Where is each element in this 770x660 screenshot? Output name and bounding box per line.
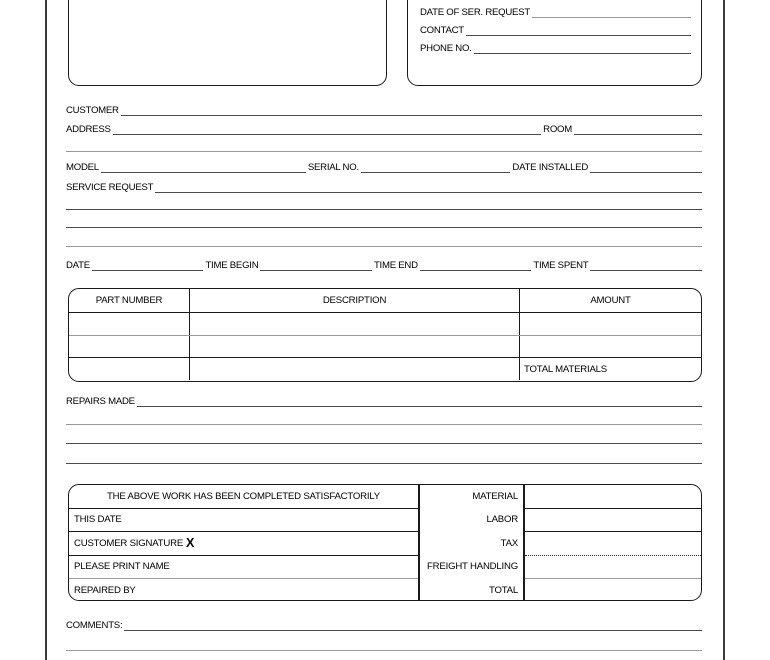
field-rule-address[interactable] — [113, 124, 542, 135]
field-rule-date-of-ser-request[interactable] — [532, 7, 691, 18]
parts-table-header-row — [69, 289, 701, 313]
parts-cell-description[interactable] — [190, 336, 520, 357]
form-body — [66, 0, 702, 660]
parts-cell-part-number[interactable] — [69, 358, 190, 380]
totals-value-tax[interactable] — [525, 531, 702, 555]
field-rule-serial-no[interactable] — [361, 162, 511, 173]
field-label-time-spent: TIME SPENT — [533, 260, 589, 271]
completion-left-hline-1 — [69, 508, 418, 509]
totals-label-labor: LABOR — [486, 514, 518, 525]
completion-left-column — [69, 485, 418, 600]
parts-cell-total-materials: TOTAL MATERIALS — [524, 363, 608, 375]
field-customer[interactable] — [66, 105, 702, 116]
parts-header-description: DESCRIPTION — [190, 289, 520, 312]
top-boxes-row — [66, 0, 702, 86]
customer-po-box — [407, 0, 702, 86]
parts-table — [68, 288, 702, 382]
parts-cell-part-number[interactable] — [69, 313, 190, 335]
totals-label-column — [420, 485, 524, 600]
field-rule-date[interactable] — [92, 260, 204, 271]
completion-label-repaired-by: REPAIRED BY — [74, 584, 136, 596]
rule-repairs-made-2[interactable] — [66, 424, 702, 425]
parts-cell-part-number[interactable] — [69, 336, 190, 357]
field-label-time-begin: TIME BEGIN — [205, 260, 259, 271]
completion-row-this-date[interactable] — [69, 508, 418, 531]
rule-address-continuation[interactable] — [66, 151, 702, 152]
parts-cell-amount[interactable] — [520, 313, 701, 335]
field-label-customer: CUSTOMER — [66, 105, 119, 116]
table-row[interactable] — [69, 358, 701, 380]
field-rule-room[interactable] — [574, 124, 702, 135]
field-label-model: MODEL — [66, 162, 99, 173]
field-rule-customer[interactable] — [121, 105, 702, 116]
field-label-date-of-ser-request: DATE OF SER. REQUEST — [420, 7, 530, 18]
totals-value-material[interactable] — [525, 485, 702, 508]
rule-repairs-made-4[interactable] — [66, 463, 702, 464]
field-label-service-request: SERVICE REQUEST — [66, 182, 154, 193]
completion-label-customer-signature: CUSTOMER SIGNATURE — [74, 537, 184, 549]
field-label-serial-no: SERIAL NO. — [307, 162, 359, 173]
table-row[interactable] — [69, 336, 701, 358]
field-label-repairs-made: REPAIRS MADE — [66, 396, 135, 407]
totals-value-freight-handling[interactable] — [525, 555, 702, 578]
field-rule-repairs-made[interactable] — [137, 396, 702, 407]
field-date-time-row[interactable] — [66, 260, 702, 271]
field-repairs-made[interactable] — [66, 396, 702, 407]
field-rule-phone-no[interactable] — [474, 43, 691, 54]
page-left-border — [45, 0, 47, 660]
field-label-comments: COMMENTS: — [66, 620, 123, 631]
totals-value-labor[interactable] — [525, 508, 702, 531]
rule-service-request-4[interactable] — [66, 246, 702, 247]
parts-header-amount: AMOUNT — [590, 295, 631, 306]
logo-block-box[interactable] — [68, 0, 387, 86]
completion-left-hline-3 — [69, 555, 418, 556]
completion-heading: THE ABOVE WORK HAS BEEN COMPLETED SATISFACTORILY — [107, 491, 380, 502]
completion-row-please-print-name[interactable] — [69, 555, 418, 578]
field-label-contact: CONTACT — [420, 25, 464, 36]
field-label-date-installed: DATE INSTALLED — [512, 162, 588, 173]
totals-label-freight-handling: FREIGHT HANDLING — [427, 561, 518, 572]
parts-header-part-number: PART NUMBER — [69, 289, 190, 312]
field-label-date: DATE — [66, 260, 90, 271]
completion-totals-table — [68, 484, 702, 601]
field-comments[interactable] — [66, 620, 702, 631]
totals-hline-2 — [525, 531, 702, 532]
field-rule-model[interactable] — [101, 162, 306, 173]
field-contact[interactable] — [420, 25, 691, 36]
totals-label-tax: TAX — [500, 537, 518, 549]
signature-x-mark: X — [186, 535, 195, 550]
rule-service-request-2[interactable] — [66, 209, 702, 210]
field-label-room: ROOM — [543, 124, 572, 135]
table-row[interactable] — [69, 313, 701, 336]
totals-hline-1 — [525, 508, 702, 509]
rule-repairs-made-3[interactable] — [66, 443, 702, 444]
field-rule-time-end[interactable] — [420, 260, 532, 271]
rule-comments-2[interactable] — [66, 650, 702, 651]
field-date-of-ser-request[interactable] — [420, 7, 691, 18]
completion-row-repaired-by[interactable] — [69, 578, 418, 601]
field-model-serial-installed[interactable] — [66, 162, 702, 173]
completion-row-customer-signature[interactable] — [69, 531, 418, 555]
field-address[interactable] — [66, 124, 702, 135]
field-rule-time-begin[interactable] — [260, 260, 372, 271]
completion-left-hline-4 — [69, 578, 418, 579]
completion-label-this-date: THIS DATE — [74, 514, 122, 525]
field-label-phone-no: PHONE NO. — [420, 43, 472, 54]
totals-hline-3 — [525, 555, 702, 556]
field-label-time-end: TIME END — [373, 260, 418, 271]
field-rule-comments[interactable] — [124, 620, 702, 631]
field-rule-time-spent[interactable] — [590, 260, 702, 271]
parts-cell-description[interactable] — [190, 313, 520, 335]
completion-label-please-print-name: PLEASE PRINT NAME — [74, 561, 170, 572]
field-phone-no[interactable] — [420, 43, 691, 54]
totals-hline-4 — [525, 578, 702, 579]
totals-value-total[interactable] — [525, 578, 702, 601]
completion-left-hline-2 — [69, 531, 418, 532]
rule-service-request-3[interactable] — [66, 227, 702, 228]
parts-cell-description[interactable] — [190, 358, 520, 380]
totals-label-total: TOTAL — [488, 584, 518, 596]
page-right-border — [723, 0, 725, 660]
totals-label-material: MATERIAL — [472, 491, 518, 502]
totals-value-column — [525, 485, 702, 600]
field-service-request[interactable] — [66, 182, 702, 193]
field-rule-contact[interactable] — [466, 25, 691, 36]
parts-cell-amount[interactable] — [520, 336, 701, 357]
field-label-address: ADDRESS — [66, 124, 111, 135]
field-rule-date-installed[interactable] — [590, 162, 702, 173]
field-rule-service-request[interactable] — [155, 182, 702, 193]
